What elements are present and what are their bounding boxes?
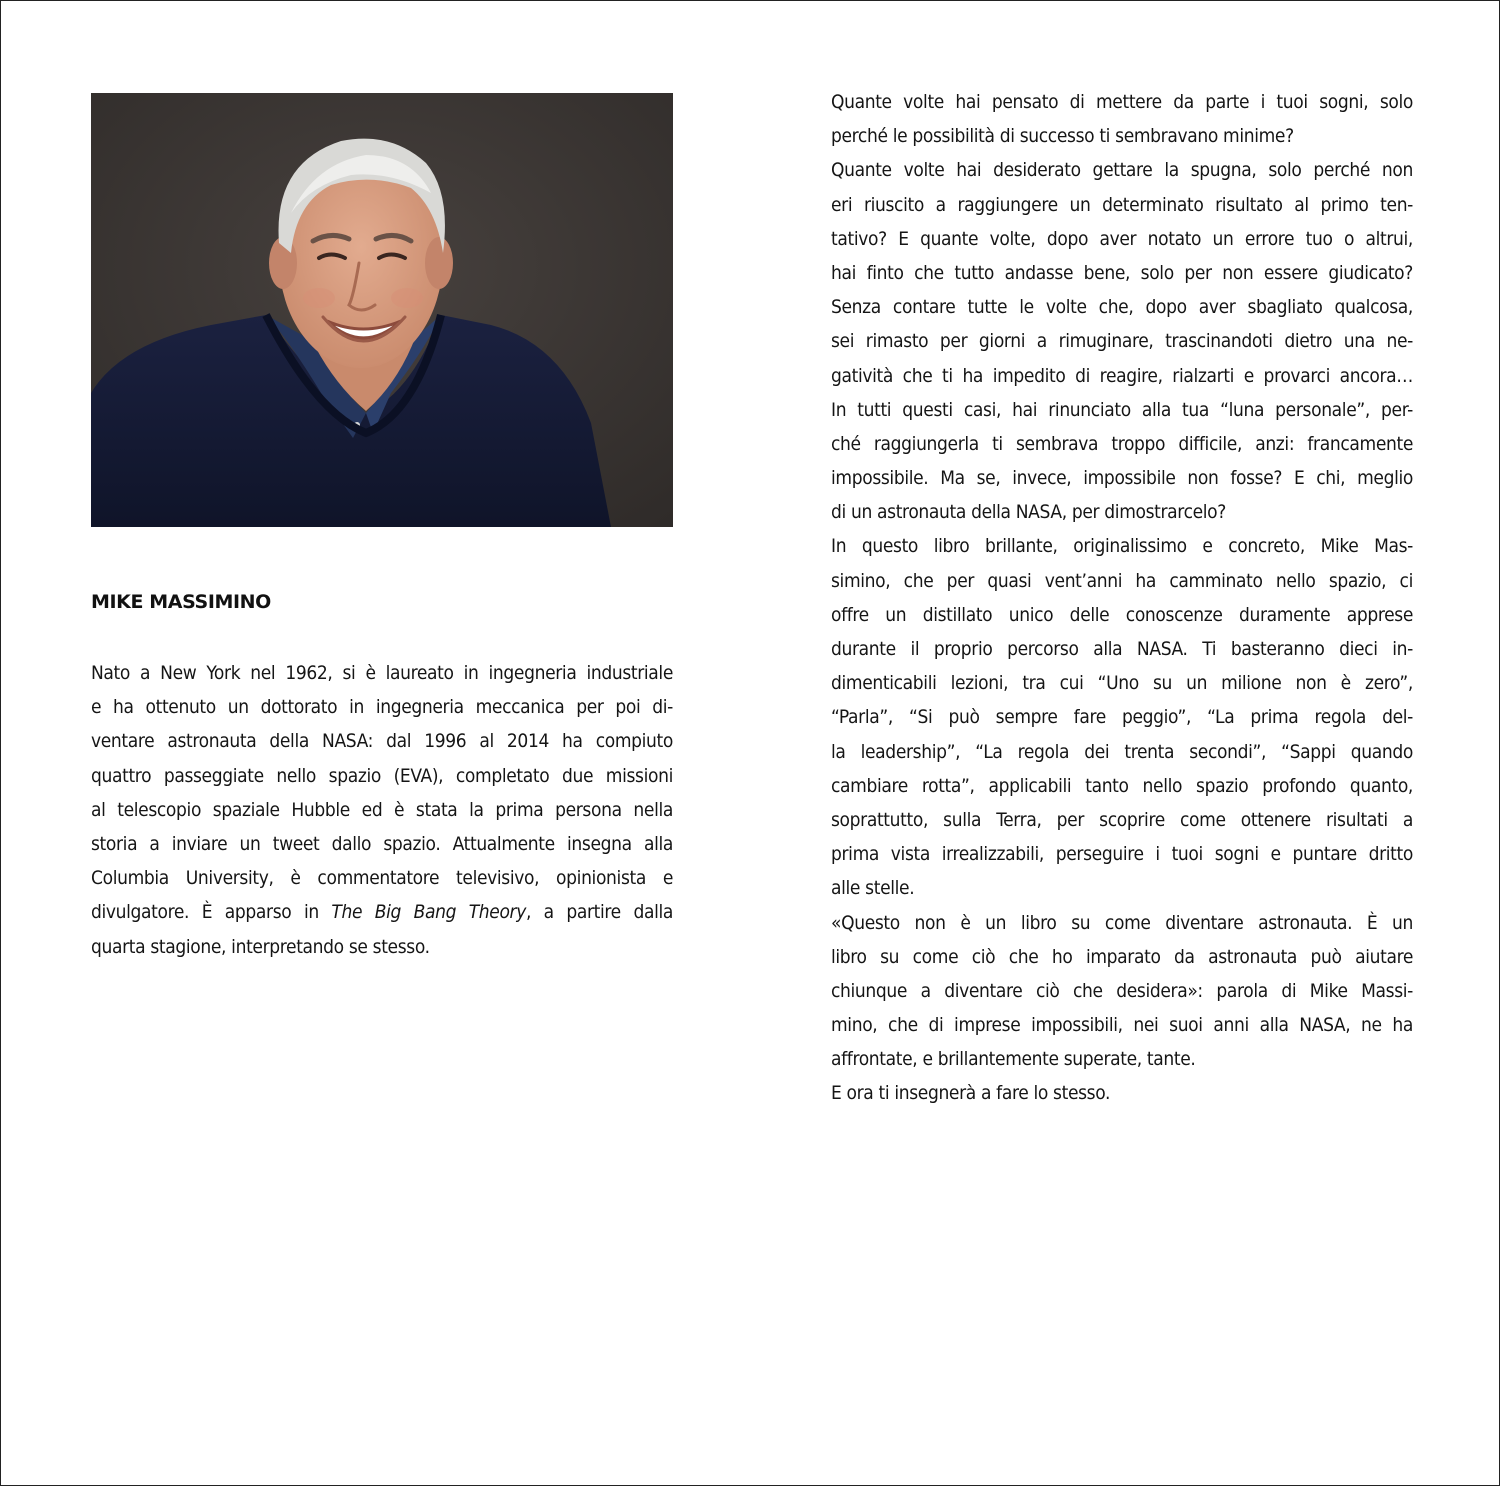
blurb-line: In questo libro brillante, originalissimo e concreto, Mike Mas- xyxy=(831,535,1413,558)
bio-line: al telescopio spaziale Hubble ed è stata la prima persona nella xyxy=(91,798,673,821)
blurb-line: Quante volte hai pensato di mettere da parte i tuoi sogni, solo xyxy=(831,91,1413,113)
portrait-photo-icon xyxy=(91,93,673,527)
blurb-line: «Questo non è un libro su come diventare astronauta. È un xyxy=(831,911,1413,934)
author-bio xyxy=(91,656,673,964)
blurb-line: di un astronauta della NASA, per dimostrarcelo? xyxy=(831,501,1227,524)
blurb-line: mino, che di imprese impossibili, nei suoi anni alla NASA, ne ha xyxy=(831,1014,1413,1037)
blurb-line: E ora ti insegnerà a fare lo stesso. xyxy=(831,1082,1111,1105)
bio-line: quarta stagione, interpretando se stesso. xyxy=(91,935,430,958)
blurb-line: dimenticabili lezioni, tra cui “Uno su un milione non è zero”, xyxy=(831,672,1413,695)
blurb-line: libro su come ciò che ho imparato da astronauta può aiutare xyxy=(831,945,1413,968)
bio-line: quattro passeggiate nello spazio (EVA), completato due missioni xyxy=(91,764,673,787)
blurb-line: impossibile. Ma se, invece, impossibile non fosse? E chi, meglio xyxy=(831,467,1413,490)
blurb-line: perché le possibilità di successo ti sembravano minime? xyxy=(831,125,1294,148)
blurb-line: sei rimasto per giorni a rimuginare, trascinandoti dietro una ne- xyxy=(831,330,1413,353)
bio-text: , a partire dalla xyxy=(526,901,673,924)
blurb-line: soprattutto, sulla Terra, per scoprire come ottenere risultati a xyxy=(831,808,1413,831)
blurb-line: Quante volte hai desiderato gettare la spugna, solo perché non xyxy=(831,159,1413,182)
blurb-line: cambiare rotta”, applicabili tanto nello spazio profondo quanto, xyxy=(831,774,1413,797)
bio-line: Columbia University, è commentatore televisivo, opinionista e xyxy=(91,867,673,890)
blurb-line: Senza contare tutte le volte che, dopo aver sbagliato qualcosa, xyxy=(831,296,1413,319)
bio-line: Nato a New York nel 1962, si è laureato in ingegneria industriale xyxy=(91,662,673,684)
blurb-line: In tutti questi casi, hai rinunciato alla tua “luna personale”, per- xyxy=(831,398,1413,421)
bio-text: divulgatore. È apparso in xyxy=(91,901,332,924)
book-blurb xyxy=(831,85,1413,1111)
bio-line xyxy=(91,895,673,929)
blurb-line: hai finto che tutto andasse bene, solo per non essere giudicato? xyxy=(831,261,1413,284)
blurb-line: “Parla”, “Si può sempre fare peggio”, “La prima regola del- xyxy=(831,706,1413,729)
blurb-line: la leadership”, “La regola dei trenta secondi”, “Sappi quando xyxy=(831,740,1413,763)
blurb-line: affrontate, e brillantemente superate, tante. xyxy=(831,1048,1196,1071)
blurb-line: prima vista irrealizzabili, perseguire i tuoi sogni e puntare dritto xyxy=(831,843,1413,866)
author-portrait xyxy=(91,93,673,527)
blurb-line: durante il proprio percorso alla NASA. Ti basteranno dieci in- xyxy=(831,638,1413,660)
blurb-line: eri riuscito a raggiungere un determinato risultato al primo ten- xyxy=(831,193,1413,216)
bio-line: storia a inviare un tweet dallo spazio. Attualmente insegna alla xyxy=(91,832,673,855)
blurb-line: tativo? E quante volte, dopo aver notato un errore tuo o altrui, xyxy=(831,227,1413,250)
show-title: The Big Bang Theory xyxy=(331,901,526,924)
blurb-line: offre un distillato unico delle conoscenze duramente apprese xyxy=(831,603,1413,626)
blurb-line: alle stelle. xyxy=(831,877,915,900)
blurb-line: chiunque a diventare ciò che desidera»: parola di Mike Massi- xyxy=(831,979,1413,1002)
author-name: MIKE MASSIMINO xyxy=(91,591,271,613)
blurb-line: ché raggiungerla ti sembrava troppo difficile, anzi: francamente xyxy=(831,432,1413,455)
blurb-line: simino, che per quasi vent’anni ha camminato nello spazio, ci xyxy=(831,569,1413,592)
bio-line: e ha ottenuto un dottorato in ingegneria meccanica per poi di- xyxy=(91,696,673,719)
bio-line: ventare astronauta della NASA: dal 1996 al 2014 ha compiuto xyxy=(91,730,673,753)
blurb-line: gatività che ti ha impedito di reagire, rialzarti e provarci ancora… xyxy=(831,364,1413,387)
